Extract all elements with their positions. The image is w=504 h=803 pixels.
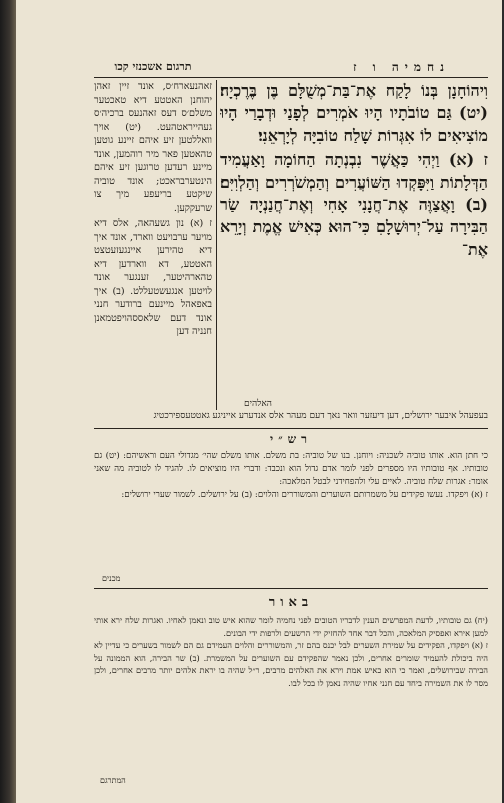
column-divider	[216, 80, 217, 410]
section-rule	[94, 428, 488, 429]
main-catchword: האלהים	[244, 399, 272, 409]
biur-paragraph: ז (א) ויפקדו, הפקידים על שמירת השערים לבל יכנס בהם זר, והמשוררים והלוים העמידם גם הם לשמור בשערים כי עדיין לא היה ביכולת להעמיד שומרים אחרים, ולכן נאמר שהפקידם עם השוערים על המשמרת. (ב) שר הבירה, הוא הממונה על הבירה שבירושלים, ואמר כי הוא כאיש אמת וירא את האלהים מרבים, ר״ל שהיה בו יראת אלהים יותר מרבים אחרים, ולכן מסר לו את השמירה ביחד עם חנני אחיו שהיה נאמן לו בכל לבו.	[94, 640, 488, 688]
book-binding	[0, 0, 16, 803]
rashi-catchword: מכנים	[102, 574, 121, 583]
section-rule	[94, 588, 488, 589]
page-content	[94, 60, 488, 790]
targum-continuation: בעפעהל איבער ירושלים, דען דיעזער וואר נאך דעם מעהר אלס אנדערע אייניגע גאטטעספירכטיג	[153, 411, 488, 421]
targum-paragraph: זאהנעארח׳ס, אונד זיין זאהן יהוחנן האטטע דיא טאכטער משלם׳ס דעס זאהנעס ברכיה׳ס געהייראטהעט. (יט) אויך וואללטען זיע איהם זיינע גוטען טהאטען פאר מיר רוהמען, אונד מיינע רעדען טרוגען זיע איהם הינטערבראכט; אונד טוביה שיקטע בריעפע מיך צו שרעקקען.	[94, 81, 212, 214]
biur-paragraph: (יח) גם טובותיו, לדעת המפרשים הענין לדבריו הטובים לפני נחמיה לומר שהוא איש טוב ונאמן לאחיו. ואגרות שלח ירא אותי למען אירא ואפסיק המלאכה, והכל דבר אחד להחזיק ידי הרשעים ולרפות ידי הבונים.	[94, 615, 488, 638]
book-title: נחמיה ו ז	[353, 60, 450, 74]
running-header	[94, 60, 488, 76]
targum-paragraph: ז (א) נון גשעהאה, אלס דיא מויער ערבויעט ווארד, אונד איך דיא טהירען איינגעזעטצט האטטע, דא ווארדען דיא טהארהיטער, זענגער אונד לויטען אנגעשטעללט. (ב) איך באפאהל מיינעם ברודער חנני אונד דעם שלאססהויפטמאנן חנניה דען	[94, 218, 212, 337]
targum-column	[94, 80, 212, 415]
main-text-paragraph: ז (א) וַיְהִי כַּאֲשֶׁר נִבְנְתָה הַחוֹמָה וָאַעֲמִיד הַדְּלָתוֹת וַיִּפָּקְדוּ הַשּׁוֹעֲרִים וְהַמְשֹׁרְרִים וְהַלְוִיִּם׃ (ב) וָאֲצַוֶּה אֶת־חֲנָנִי אָחִי וְאֶת־חֲנַנְיָה שַׂר הַבִּירָה עַל־יְרוּשָׁלָםִ כִּי־הוּא כְּאִישׁ אֱמֶת וְיָרֵא אֶת־	[220, 150, 488, 259]
rashi-commentary	[94, 450, 488, 568]
biur-commentary	[94, 614, 488, 772]
book-page	[16, 0, 502, 803]
biur-catchword: המתרגם	[100, 776, 126, 785]
main-text-column	[220, 80, 488, 415]
header-rule	[94, 77, 488, 78]
targum-title: תרגום אשכנזי קכו	[114, 60, 192, 73]
rashi-paragraph: ז (א) ויפקדו. נעשו פקידים על משמרותם השוערים והמשוררים והלוים: (ב) על ירושלים. לשמור שערי ירושלים:	[121, 490, 488, 500]
rashi-paragraph: כי חתן הוא. אותו טוביה לשכניה: ויוחנן. בנו של טוביה: בת משלם. אותו משלם שהי׳ מגדולי העם וראשיהם: (יט) גם טובותיו. אף טובותיו היו מספרים לפני לומר אדם גדול הוא ונכבד: ודברי היו מוציאים לו. להגיד לו לטוביה מה שאני אומר: אגרות שלח טוביה. לאיים עלי ולהפחידני לבטל המלאכה:	[94, 451, 488, 487]
biur-title: באור	[268, 595, 314, 610]
rashi-title: רש״י	[269, 432, 313, 446]
main-text-paragraph: וִיהוֹחָנָן בְּנוֹ לָקַח אֶת־בַּת־מְשֻׁלָּם בֶּן בֶּרֶכְיָה׃ (יט) גַּם טוֹבֹתָיו הָיוּ אֹמְרִים לְפָנַי וּדְבָרַי הָיוּ מוֹצִיאִים לוֹ אִגְּרוֹת שָׁלַח טוֹבִיָּה לְיָרְאֵנִי׃	[220, 81, 488, 145]
